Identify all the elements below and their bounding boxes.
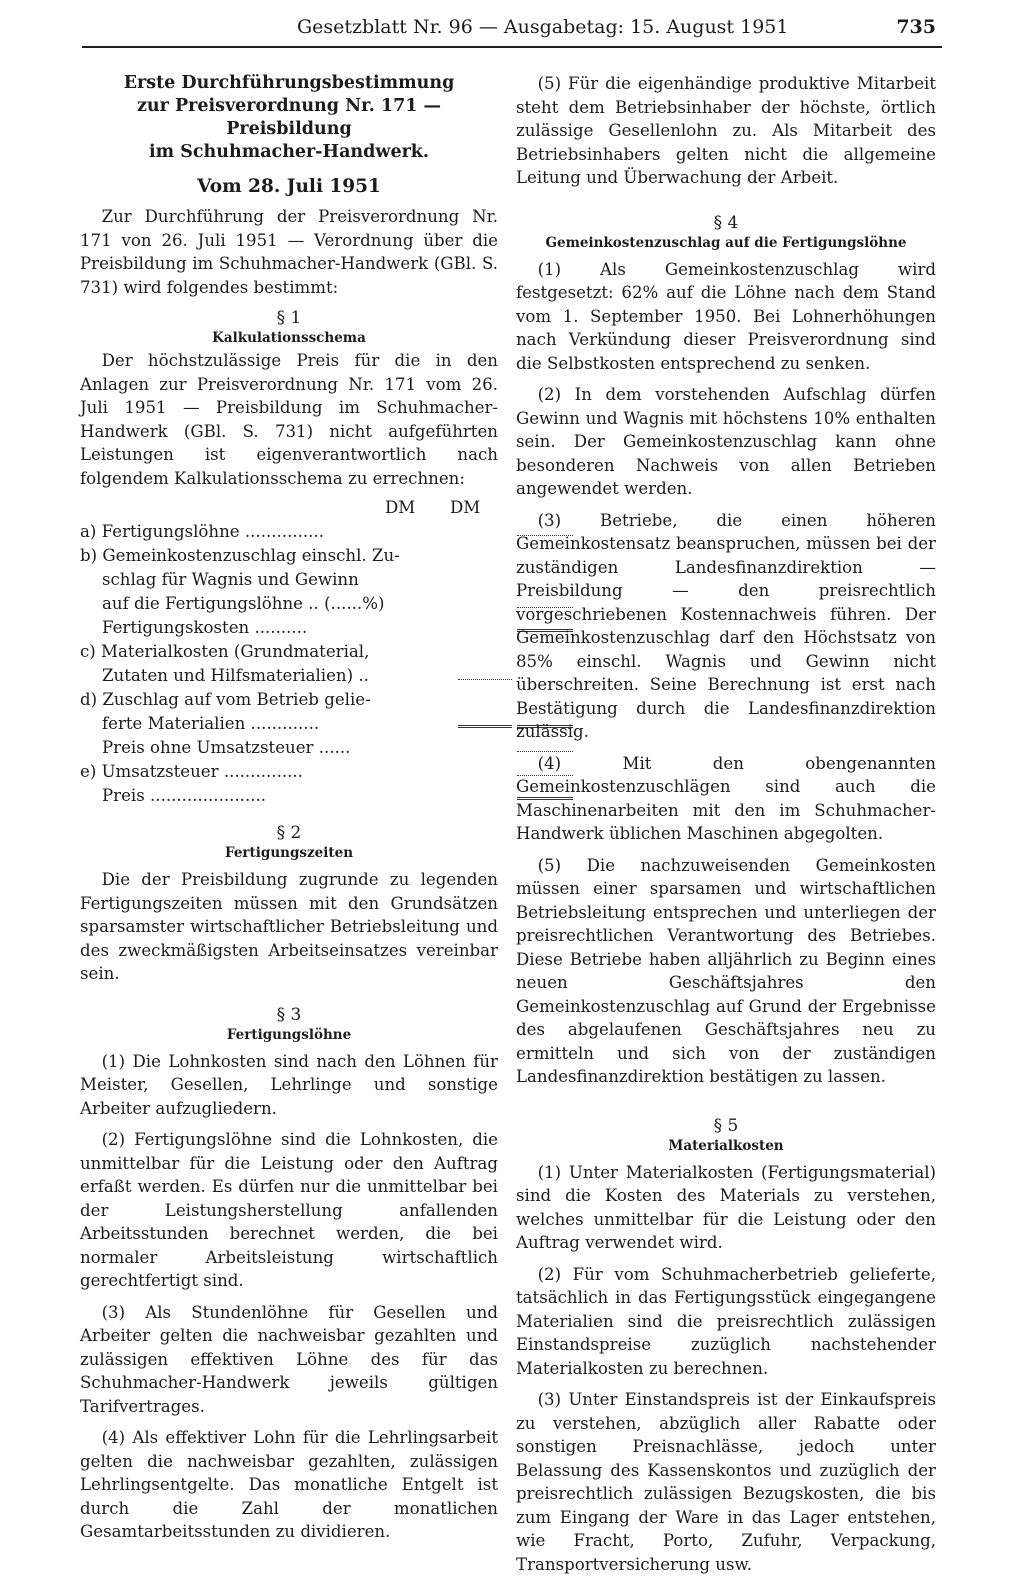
schema-row (80, 664, 498, 688)
schema-row-b3: auf die Fertigungslöhne .. (......%) (102, 594, 385, 613)
doc-title-line2: zur Preisverordnung Nr. 171 — Preisbildung (136, 96, 442, 139)
section-4-paragraph-3: (3) Betriebe, die einen höheren Gemeinkostensatz beanspruchen, müssen bei der zuständigen Landesfinanzdirektion — Preisbildung — den preisrechtlich vorgeschriebenen Kostennachweis führen. Der Gemeinkostenzuschlag darf den Höchstsatz von 85% einschl. Wagnis und Gewinn nicht überschreiten. Seine Berechnung ist erst nach Bestätigung durch die Landesfinanzdirektion zulässig. (516, 510, 936, 741)
schema-row-b1: b) Gemeinkostenzuschlag einschl. Zu- (80, 546, 400, 565)
section-3-paragraph-4: (4) Als effektiver Lohn für die Lehrlingsarbeit gelten die nachweisbar gezahlten, zulässigen Lehrlingsentgelte. Das monatliche Entgelt ist durch die Zahl der monatlichen Gesamtarbeitsstunden zu dividieren. (80, 1428, 498, 1541)
doc-date: Vom 28. Juli 1951 (197, 176, 381, 197)
schema-row-b2: schlag für Wagnis und Gewinn (102, 570, 359, 589)
schema-row-c1: c) Materialkosten (Grundmaterial, (80, 642, 370, 661)
calculation-schema (80, 496, 498, 808)
section-3-paragraph-3: (3) Als Stundenlöhne für Gesellen und Arbeiter gelten die nachweisbar gezahlten und zulässigen effektiven Löhne des für das Schuhmacher-Handwerk jeweils gültigen Tarifvertrages. (80, 1302, 498, 1416)
section-4-paragraph-1: (1) Als Gemeinkostenzuschlag wird festgesetzt: 62% auf die Löhne nach dem Stand vom 1. September 1950. Bei Lohnerhöhungen nach Verkündung dieser Preisverordnung sind die Selbstkosten entsprechend zu senken. (516, 259, 936, 373)
schema-row (80, 712, 498, 736)
schema-row (80, 616, 498, 640)
section-1-title: Kalkulationsschema (212, 330, 366, 346)
schema-row (80, 784, 498, 808)
schema-row (80, 544, 498, 568)
section-5-paragraph-3: (3) Unter Einstandspreis ist der Einkaufspreis zu verstehen, abzüglich aller Rabatte oder sonstigen Preisnachlässe, jedoch unter Belassung des Kassenskontos und zuzüglich der preisrechtlich zulässigen Bezugskosten, die bis zum Eingang der Ware in das Lager entstehen, wie Fracht, Porto, Zufuhr, Verpackung, Transportversicherung usw. (516, 1390, 936, 1574)
schema-row-preis: Preis ...................... (102, 786, 267, 805)
schema-header (80, 496, 498, 520)
section-4-number: § 4 (713, 212, 739, 233)
section-4-title: Gemeinkostenzuschlag auf die Fertigungslöhne (545, 234, 907, 251)
schema-row (80, 760, 498, 784)
schema-col2-label: DM (450, 498, 481, 517)
section-4-paragraph-4: (4) Mit den obengenannten Gemeinkostenzuschlägen sind auch die Maschinenarbeiten mit den im Schuhmacher-Handwerk üblichen Maschinen abgegolten. (516, 753, 936, 843)
schema-row-d1: d) Zuschlag auf vom Betrieb gelie- (80, 690, 371, 709)
schema-row (80, 640, 498, 664)
schema-row-fertigungskosten: Fertigungskosten .......... (102, 618, 308, 637)
section-2-text: Die der Preisbildung zugrunde zu legenden Fertigungszeiten müssen mit den Grundsätzen sparsamster wirtschaftlicher Betriebsleitung und des zweckmäßigsten Arbeitseinsatzes vereinbar sein. (80, 870, 498, 983)
schema-col1-label: DM (385, 498, 416, 517)
section-4-paragraph-5: (5) Die nachzuweisenden Gemeinkosten müssen einer sparsamen und wirtschaftlichen Betriebsleitung entsprechen und unterliegen der preisrechtlichen Verantwortung des Betriebes. Diese Betriebe haben alljährlich zu Beginn eines neuen Geschäftsjahres den Gemeinkostenzuschlag auf Grund der Ergebnisse des abgelaufenen Geschäftsjahres neu zu ermitteln und sich von der zuständigen Landesfinanzdirektion bestätigen zu lassen. (516, 855, 936, 1086)
section-5-title: Materialkosten (668, 1137, 784, 1154)
schema-row-a: a) Fertigungslöhne ............... (80, 522, 324, 541)
section-3-title: Fertigungslöhne (226, 1026, 352, 1043)
section-2-title: Fertigungszeiten (224, 845, 354, 861)
section-3-number: § 3 (276, 1004, 302, 1025)
schema-row (80, 688, 498, 712)
schema-row-d2: ferte Materialien ............. (102, 714, 320, 733)
section-3-paragraph-5: (5) Für die eigenhändige produktive Mitarbeit steht dem Betriebsinhaber der höchste, örtlich zulässige Gesellenlohn zu. Als Mitarbeit des Betriebsinhabers gelten nicht die allgemeine Leitung und Überwachung der Arbeit. (516, 74, 936, 187)
doc-title-line3: im Schuhmacher-Handwerk. (148, 142, 430, 162)
section-5-number: § 5 (713, 1115, 739, 1136)
section-1-text: Der höchstzulässige Preis für die in den Anlagen zur Preisverordnung Nr. 171 vom 26. Juli 1951 — Preisbildung im Schuhmacher-Handwerk (GBl. S. 731) nicht aufgeführten Leistungen ist eigenverantwortlich nach folgendem Kalkulationsschema zu errechnen: (80, 351, 498, 488)
schema-row-preis-ohne-ust: Preis ohne Umsatzsteuer ...... (102, 738, 351, 757)
section-5-paragraph-2: (2) Für vom Schuhmacherbetrieb gelieferte, tatsächlich in das Fertigungsstück eingegangene Materialien sind die preisrechtlich zulässigen Einstandspreise zuzüglich nachstehender Materialkosten zu berechnen. (516, 1264, 936, 1378)
schema-row (80, 736, 498, 760)
page-number: 735 (896, 16, 936, 38)
schema-row-e: e) Umsatzsteuer ............... (80, 762, 303, 781)
schema-row-c2: Zutaten und Hilfsmaterialien) .. (102, 666, 369, 685)
left-column (80, 72, 498, 1552)
schema-row (80, 568, 498, 592)
section-4-paragraph-2: (2) In dem vorstehenden Aufschlag dürfen Gewinn und Wagnis mit höchstens 10% enthalten sein. Der Gemeinkostenzuschlag kann ohne besonderen Nachweis von allen Betrieben angewendet werden. (516, 385, 936, 498)
schema-row (80, 520, 498, 544)
header-title: Gesetzblatt Nr. 96 — Ausgabetag: 15. August 1951 (297, 16, 789, 38)
amount-line (458, 725, 512, 728)
intro-paragraph: Zur Durchführung der Preisverordnung Nr. 171 von 26. Juli 1951 — Verordnung über die Preisbildung im Schuhmacher-Handwerk (GBl. S. 731) wird folgendes bestimmt: (80, 207, 498, 297)
section-2-number: § 2 (276, 823, 302, 843)
amount-line (458, 679, 512, 680)
section-3-paragraph-2: (2) Fertigungslöhne sind die Lohnkosten, die unmittelbar für die Leistung oder den Auftrag erfaßt werden. Es dürfen nur die unmittelbar bei der Leistungsherstellung anfallenden Arbeitsstunden berechnet werden, die bei normaler Arbeitsleistung wirtschaftlich gerechtfertigt sind. (80, 1130, 498, 1290)
section-1-number: § 1 (276, 308, 302, 328)
page-header (82, 14, 940, 44)
doc-title-line1: Erste Durchführungsbestimmung (123, 73, 455, 93)
section-3-paragraph-1: (1) Die Lohnkosten sind nach den Löhnen für Meister, Gesellen, Lehrlinge und sonstige Arbeiter aufzugliedern. (80, 1051, 498, 1118)
schema-row (80, 592, 498, 616)
section-5-paragraph-1: (1) Unter Materialkosten (Fertigungsmaterial) sind die Kosten des Materials zu verstehen, welches unmittelbar für die Leistung oder den Auftrag verwendet wird. (516, 1162, 936, 1252)
header-rule (82, 46, 942, 48)
right-column (516, 72, 936, 1584)
